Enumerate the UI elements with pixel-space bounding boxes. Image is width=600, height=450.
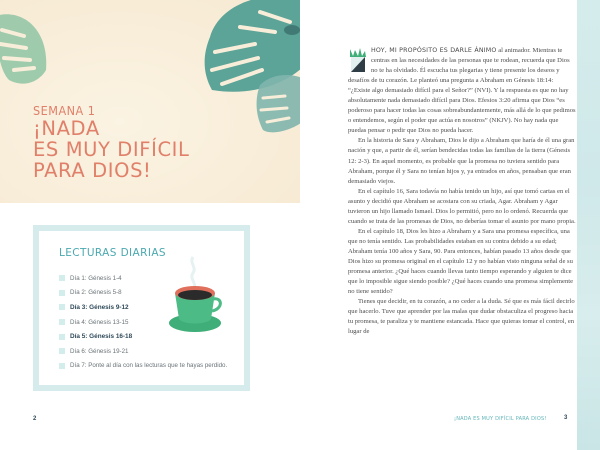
daily-readings-title: LECTURAS DIARIAS bbox=[59, 247, 166, 259]
chapter-heading bbox=[33, 104, 189, 181]
paragraph-3: En el capítulo 16, Sara todavía no había tenido un hijo, así que tomó cartas en el asunto y decidió que Abraham se acostara con su criada, Agar. Abraham y Agar tuvieron un hijo llamado Ismael. Dios lo permitió, pero no lo ordenó. Recuerda que cuando se trata de las promesas de Dios, no deberías tomar el asunto por mano propia. bbox=[348, 187, 576, 225]
running-footer: ¡NADA ES MUY DIFÍCIL PARA DIOS! bbox=[454, 416, 547, 422]
checkbox[interactable] bbox=[59, 348, 65, 354]
paragraph-1-text: al animador. Mientras te centras en las necesidades de las personas que te rodean, recuerda que Dios no te ha olvidado. Él escucha tus plegarias y tiene presente los deseos y desafíos de tu corazón. Le planteó una pregunta a Abraham en Génesis 18:14: “¿Existe algo demasiado difícil para el Señor?” (NVI). Y la respuesta es que no hay absolutamente nada demasiado difícil para Dios. Efesios 3:20 afirma que Dios “es poderoso para hacer todas las cosas sobreabundantemente, más allá de lo que pedimos o entendemos, según el poder que actúa en nosotros” (NKJV). No hay nada que puedas pensar o pedir que Dios no pueda hacer. bbox=[348, 47, 576, 135]
lead-caps: HOY, MI PROPÓSITO ES DARLE ÁNIMO bbox=[371, 47, 497, 54]
checkbox[interactable] bbox=[59, 334, 65, 340]
body-text bbox=[348, 46, 576, 337]
checkbox[interactable] bbox=[59, 275, 65, 281]
checkbox[interactable] bbox=[59, 290, 65, 296]
reading-label: Día 1: Génesis 1-4 bbox=[70, 274, 122, 282]
reading-item-day-6[interactable] bbox=[59, 344, 227, 359]
chapter-title-line-1: ¡NADA bbox=[33, 117, 100, 140]
reading-item-day-7[interactable] bbox=[59, 359, 227, 374]
checkbox[interactable] bbox=[59, 304, 65, 310]
reading-label: Día 6: Génesis 19-21 bbox=[70, 347, 129, 355]
chapter-title-line-3: PARA DIOS! bbox=[33, 159, 152, 182]
checkbox[interactable] bbox=[59, 319, 65, 325]
reading-label: Día 2: Génesis 5-8 bbox=[70, 289, 122, 297]
reading-label: Día 7: Ponte al día con las lecturas que te hayas perdido. bbox=[70, 362, 228, 370]
daily-readings-panel bbox=[39, 231, 244, 385]
coffee-cup-icon bbox=[165, 255, 225, 335]
reading-label: Día 3: Génesis 9-12 bbox=[70, 303, 129, 311]
paragraph-1 bbox=[348, 46, 576, 136]
reading-label: Día 4: Génesis 13-15 bbox=[70, 318, 129, 326]
daily-readings-box bbox=[33, 225, 250, 391]
chapter-hero bbox=[0, 0, 300, 203]
paragraph-5: Tienes que decidir, en tu corazón, a no ceder a la duda. Sé que es más fácil decirlo que hacerlo. Tuve que aprender por las malas que dudar obstaculiza el progreso hacia tu promesa, te paraliza y te mantiene estancada. Hace que quieras tomar el control, en lugar de bbox=[348, 298, 575, 336]
week-label: SEMANA 1 bbox=[33, 103, 96, 118]
reading-label: Día 5: Génesis 16-18 bbox=[70, 333, 133, 341]
checkbox[interactable] bbox=[59, 363, 65, 369]
page-number: 3 bbox=[564, 415, 568, 421]
right-page bbox=[300, 0, 600, 450]
plant-pot-icon bbox=[348, 47, 368, 73]
chapter-title-line-2: ES MUY DIFÍCIL bbox=[33, 138, 190, 161]
monstera-leaf-icon bbox=[0, 10, 54, 85]
monstera-leaf-icon bbox=[255, 70, 300, 135]
page-edge-decoration bbox=[577, 0, 600, 450]
page-number: 2 bbox=[33, 416, 37, 422]
paragraph-2: En la historia de Sara y Abraham, Dios le dijo a Abraham que haría de él una gran nación y que, a partir de él, serían bendecidas todas las familias de la tierra (Génesis 12: 2-3). En aquel momento, es probable que la promesa no tuviera sentido para Abraham, porque él y Sara no tenían hijos y, ya entrados en años, pensaban que eran demasiado viejos. bbox=[348, 137, 575, 185]
paragraph-4: En el capítulo 18, Dios les hizo a Abraham y a Sara una promesa específica, una que no tenía sentido. Las probabilidades estaban en su contra debido a su edad; Abraham tenía 100 años y Sara, 90. Para entonces, habían pasado 13 años desde que Dios hizo su promesa original en el capítulo 12 y no habían visto ninguna señal de su promesa anterior. ¿Qué haces cuando llevas tanto tiempo esperando y alguien te dice que lo imposible sigue siendo posible? ¿Qué haces cuando una promesa simplemente no tiene sentido? bbox=[348, 227, 574, 296]
